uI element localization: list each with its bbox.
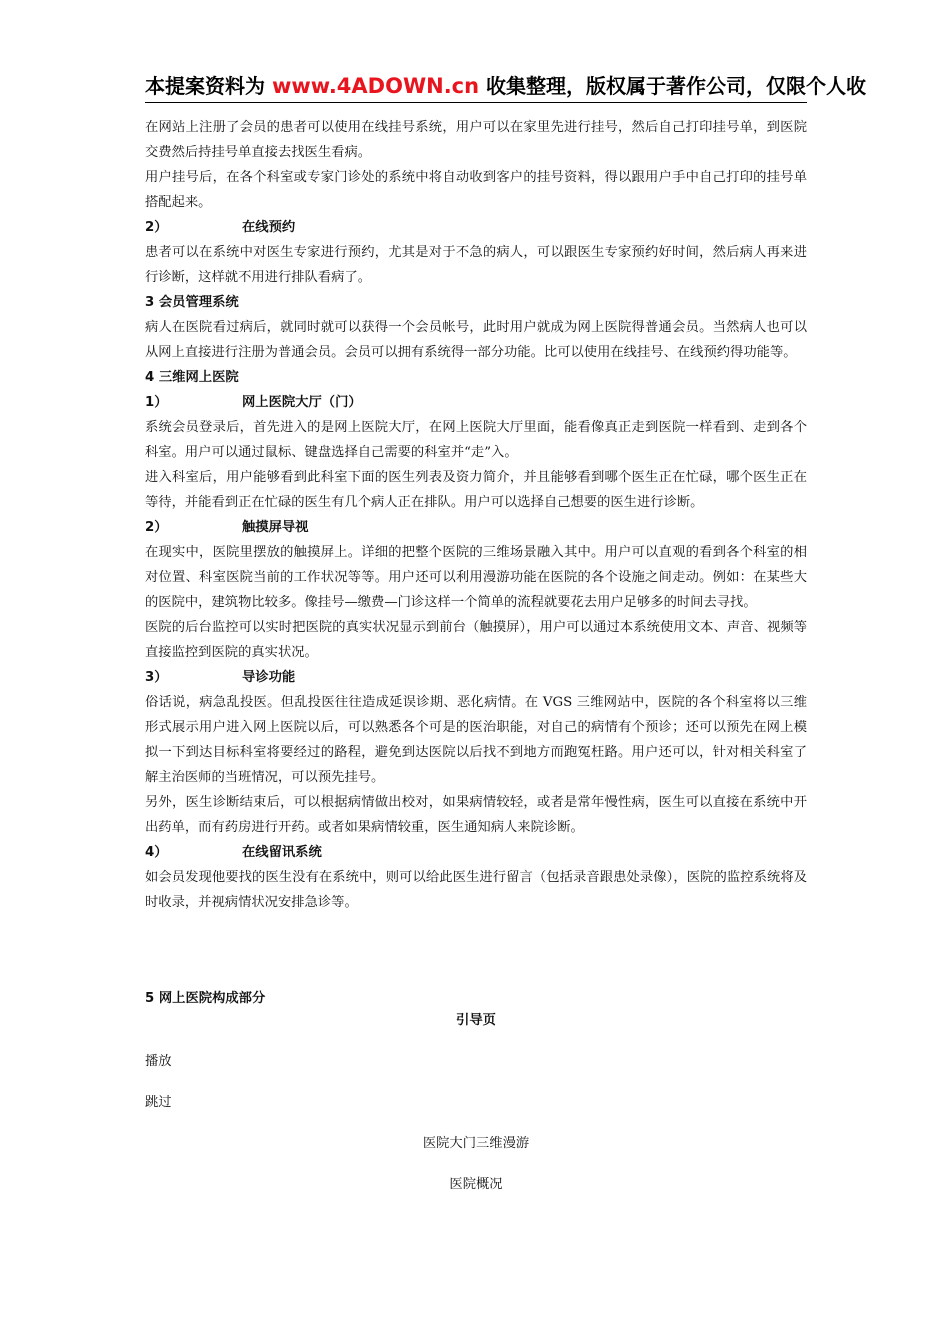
guide-page-label: 引导页 xyxy=(456,1013,496,1028)
paragraph: 在网站上注册了会员的患者可以使用在线挂号系统，用户可以在家里先进行挂号，然后自己打印挂号单，到医院交费然后持挂号单直接去找医生看病。 xyxy=(145,120,807,160)
header-suffix: 收集整理，版权属于著作公司，仅限个人收 xyxy=(486,74,867,98)
subheading-touchscreen-guide: 2） 触摸屏导视 xyxy=(145,520,309,535)
paragraph: 在现实中，医院里摆放的触摸屏上。详细的把整个医院的三维场景融入其中。用户可以直观的看到各个科室的相对位置、科室医院当前的工作状况等等。用户还可以利用漫游功能在医院的各个设施之间走动。例如：在某些大的医院中，建筑物比较多。像挂号—缴费—门诊这样一个简单的流程就要花去用户足够多的时间去寻找。 xyxy=(145,545,807,610)
paragraph: 俗话说，病急乱投医。但乱投医往往造成延误诊期、恶化病情。在 VGS 三维网站中，医院的各个科室将以三维形式展示用户进入网上医院以后，可以熟悉各个可是的医治职能，对自己的病情有个预诊；还可以预先在网上模拟一下到达目标科室将要经过的路程，避免到达医院以后找不到地方而跑冤枉路。用户还可以，针对相关科室了解主治医师的当班情况，可以预先挂号。 xyxy=(145,695,807,785)
subheading-online-message: 4） 在线留讯系统 xyxy=(145,845,322,860)
header-url-link[interactable]: www.4ADOWN.cn xyxy=(271,74,480,98)
section-heading-3d-hospital: 4 三维网上医院 xyxy=(145,370,239,385)
subheading-online-appointment: 2） 在线预约 xyxy=(145,220,296,235)
paragraph: 患者可以在系统中对医生专家进行预约，尤其是对于不急的病人，可以跟医生专家预约好时间，然后病人再来进行诊断，这样就不用进行排队看病了。 xyxy=(145,245,807,285)
paragraph: 另外，医生诊断结束后，可以根据病情做出校对，如果病情较轻，或者是常年慢性病，医生可以直接在系统中开出药单，而有药房进行开药。或者如果病情较重，医生通知病人来院诊断。 xyxy=(145,795,807,835)
gate-tour-label: 医院大门三维漫游 xyxy=(422,1136,530,1151)
paragraph: 用户挂号后，在各个科室或专家门诊处的系统中将自动收到客户的挂号资料，得以跟用户手中自己打印的挂号单搭配起来。 xyxy=(145,170,807,210)
section-heading-member-management: 3 会员管理系统 xyxy=(145,295,239,310)
header-prefix: 本提案资料为 xyxy=(145,74,265,98)
header-divider xyxy=(145,102,807,103)
paragraph: 病人在医院看过病后，就同时就可以获得一个会员帐号，此时用户就成为网上医院得普通会员。当然病人也可以从网上直接进行注册为普通会员。会员可以拥有系统得一部分功能。比可以使用在线挂号、在线预约得功能等。 xyxy=(145,320,807,360)
page-header-banner xyxy=(145,70,950,102)
skip-label: 跳过 xyxy=(145,1095,172,1110)
overview-label: 医院概况 xyxy=(449,1177,503,1192)
section-heading-structure: 5 网上医院构成部分 xyxy=(145,991,266,1006)
paragraph: 进入科室后，用户能够看到此科室下面的医生列表及资力简介，并且能够看到哪个医生正在忙碌，哪个医生正在等待，并能看到正在忙碌的医生有几个病人正在排队。用户可以选择自己想要的医生进行诊断。 xyxy=(145,470,807,510)
play-label: 播放 xyxy=(145,1054,172,1069)
paragraph: 如会员发现他要找的医生没有在系统中，则可以给此医生进行留言（包括录音跟患处录像），医院的监控系统将及时收录，并视病情状况安排急诊等。 xyxy=(145,870,807,910)
subheading-hospital-lobby: 1） 网上医院大厅（门） xyxy=(145,395,362,410)
document-body xyxy=(145,115,807,915)
paragraph: 医院的后台监控可以实时把医院的真实状况显示到前台（触摸屏），用户可以通过本系统使用文本、声音、视频等直接监控到医院的真实状况。 xyxy=(145,620,807,660)
paragraph: 系统会员登录后，首先进入的是网上医院大厅，在网上医院大厅里面，能看像真正走到医院一样看到、走到各个科室。用户可以通过鼠标、键盘选择自己需要的科室并“走”入。 xyxy=(145,420,807,460)
subheading-triage-function: 3） 导诊功能 xyxy=(145,670,296,685)
